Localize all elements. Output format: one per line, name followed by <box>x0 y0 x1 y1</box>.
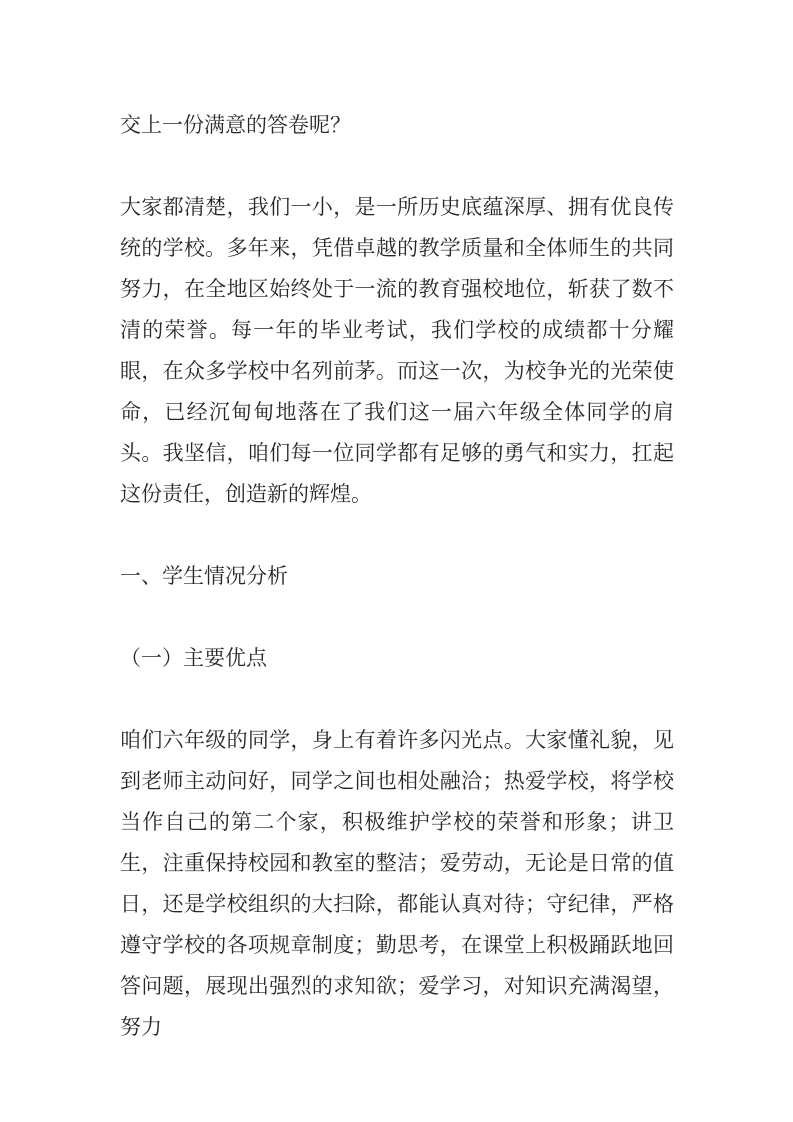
paragraph-continuation: 交上一份满意的答卷呢？ <box>120 114 351 137</box>
paragraph-student-strengths: 咱们六年级的同学，身上有着许多闪光点。大家懂礼貌，见到老师主动问好，同学之间也相处融洽；热爱学校，将学校当作自己的第二个家，积极维护学校的荣誉和形象；讲卫生，注重保持校园和教室的整洁；爱劳动，无论是日常的值日，还是学校组织的大扫除，都能认真对待；守纪律，严格遵守学校的各项规章制度；勤思考，在课堂上积极踊跃地回答问题，展现出强烈的求知欲；爱学习，对知识充满渴望，努力 <box>120 729 674 1039</box>
document-content <box>120 105 674 1048</box>
subsection-heading-main-strengths: （一）主要优点 <box>120 647 267 670</box>
section-heading-student-analysis: 一、学生情况分析 <box>120 565 288 588</box>
paragraph-school-intro: 大家都清楚，我们一小，是一所历史底蕴深厚、拥有优良传统的学校。多年来，凭借卓越的教学质量和全体师生的共同努力，在全地区始终处于一流的教育强校地位，斩获了数不清的荣誉。每一年的毕业考试，我们学校的成绩都十分耀眼，在众多学校中名列前茅。而这一次，为校争光的光荣使命，已经沉甸甸地落在了我们这一届六年级全体同学的肩头。我坚信，咱们每一位同学都有足够的勇气和实力，扛起这份责任，创造新的辉煌。 <box>120 196 674 506</box>
